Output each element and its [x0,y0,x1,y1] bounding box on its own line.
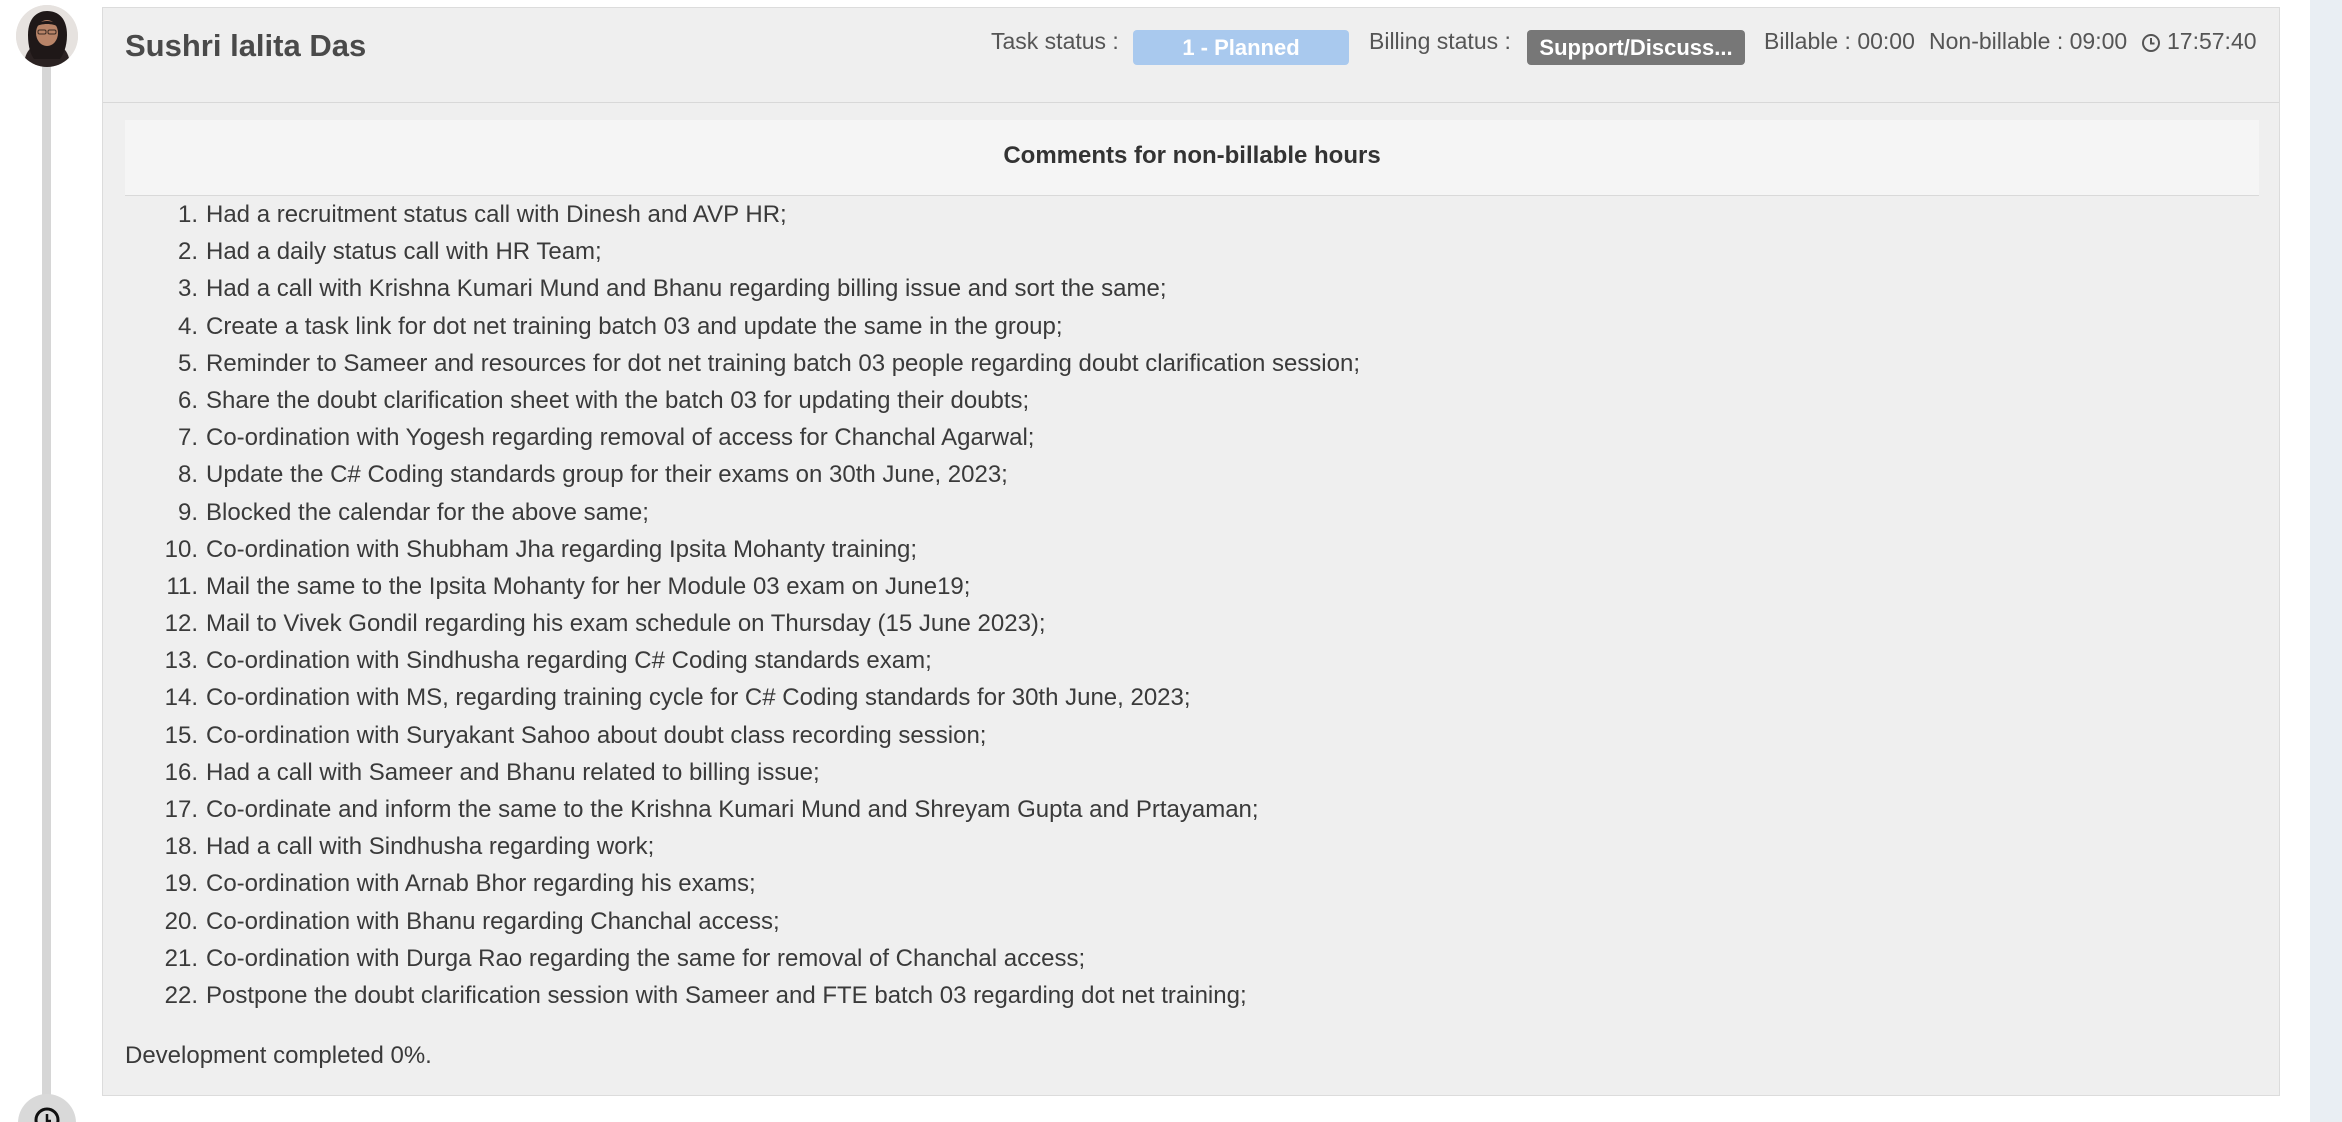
comment-text: Had a call with Sindhusha regarding work; [206,833,655,861]
comment-number: 17. [164,796,198,823]
comment-number: 3. [177,275,198,303]
comment-text: Co-ordination with Shubham Jha regarding Ipsita Mohanty training; [206,535,918,563]
comment-text: Create a task link for dot net training batch 03 and update the same in the group; [206,312,1063,340]
comment-number: 19. [164,870,198,898]
comments-title: Comments for non-billable hours [1003,142,1381,169]
task-entry-card [102,7,2280,1096]
comment-text: Co-ordination with Durga Rao regarding the same for removal of Chanchal access; [206,944,1086,972]
comment-item [125,308,2255,345]
comment-number: 11. [166,572,198,600]
comment-item [125,382,2255,419]
non-billable-hours: Non-billable : 09:00 [1929,28,2128,54]
timeline-line [42,40,51,1122]
clock-icon [33,1106,61,1122]
comment-number: 20. [164,907,198,935]
comment-item [125,270,2255,307]
comment-text: Mail the same to the Ipsita Mohanty for her Module 03 exam on June19; [206,572,971,600]
comment-text: Share the doubt clarification sheet with the batch 03 for updating their doubts; [206,386,1030,414]
comment-number: 9. [177,498,198,526]
clock-icon [2141,33,2161,53]
comment-number: 14. [164,684,198,712]
comment-number: 10. [164,535,198,563]
user-photo-icon [16,5,78,67]
comment-number: 21. [164,944,198,972]
comment-number: 12. [164,610,198,638]
task-status-badge: 1 - Planned [1133,30,1349,65]
comment-text: Co-ordinate and inform the same to the Krishna Kumari Mund and Shreyam Gupta and Prtayaman; [206,796,1259,823]
comment-number: 2. [177,238,198,266]
comment-number: 1. [177,201,198,228]
comment-text: Had a call with Krishna Kumari Mund and Bhanu regarding billing issue and sort the same; [206,275,1167,303]
comment-number: 4. [177,312,198,340]
comment-item [125,531,2255,568]
comment-text: Had a daily status call with HR Team; [206,238,602,266]
comment-number: 8. [177,461,198,489]
comment-item [125,419,2255,456]
comment-item [125,196,2255,233]
comment-number: 5. [177,349,198,377]
comment-number: 13. [164,647,198,675]
comment-item [125,940,2255,977]
comment-text: Mail to Vivek Gondil regarding his exam schedule on Thursday (15 June 2023); [206,610,1046,638]
comment-item [125,605,2255,642]
comment-text: Blocked the calendar for the above same; [206,498,649,526]
development-status: Development completed 0%. [125,1042,432,1069]
comment-number: 7. [177,424,198,452]
comment-item [125,233,2255,270]
card-header [103,8,2279,103]
comment-item [125,494,2255,531]
comment-item [125,754,2255,791]
task-status-label: Task status : [991,28,1119,54]
comment-number: 6. [177,386,198,414]
comment-item [125,977,2255,1014]
comment-item [125,791,2255,828]
billing-status-badge: Support/Discuss... [1527,30,1745,65]
billing-status-label: Billing status : [1369,28,1511,54]
comment-number: 18. [164,833,198,861]
comment-number: 16. [164,758,198,786]
comment-item [125,642,2255,679]
time-logged-value: 17:57:40 [2167,28,2257,54]
comment-item [125,828,2255,865]
comment-text: Update the C# Coding standards group for their exams on 30th June, 2023; [206,461,1008,489]
comment-item [125,568,2255,605]
comment-text: Had a call with Sameer and Bhanu related to billing issue; [206,758,820,786]
person-name: Sushri lalita Das [125,28,367,63]
comment-number: 15. [164,721,198,749]
comment-text: Co-ordination with Bhanu regarding Chanchal access; [206,907,780,935]
comments-panel-heading [125,120,2259,196]
comment-item [125,717,2255,754]
comment-item [125,345,2255,382]
comment-list [125,196,2255,1014]
comment-item [125,679,2255,716]
comment-text: Co-ordination with Sindhusha regarding C# Coding standards exam; [206,647,932,675]
comment-number: 22. [164,981,198,1009]
scrollbar-track[interactable] [2310,0,2342,1122]
comment-item [125,865,2255,902]
timeline-marker [18,1094,76,1122]
comment-text: Postpone the doubt clarification session with Sameer and FTE batch 03 regarding dot net training; [206,981,1247,1009]
comment-text: Co-ordination with MS, regarding training cycle for C# Coding standards for 30th June, 2023; [206,684,1191,712]
comment-text: Reminder to Sameer and resources for dot net training batch 03 people regarding doubt clarification session; [206,349,1361,377]
comment-text: Had a recruitment status call with Dinesh and AVP HR; [206,201,787,228]
comment-text: Co-ordination with Arnab Bhor regarding his exams; [206,870,756,898]
comment-text: Co-ordination with Yogesh regarding removal of access for Chanchal Agarwal; [206,424,1035,452]
avatar[interactable] [16,5,78,67]
time-logged [2141,28,2257,55]
comment-text: Co-ordination with Suryakant Sahoo about doubt class recording session; [206,721,987,749]
comment-item [125,456,2255,493]
comment-item [125,903,2255,940]
billable-hours: Billable : 00:00 [1764,28,1915,54]
